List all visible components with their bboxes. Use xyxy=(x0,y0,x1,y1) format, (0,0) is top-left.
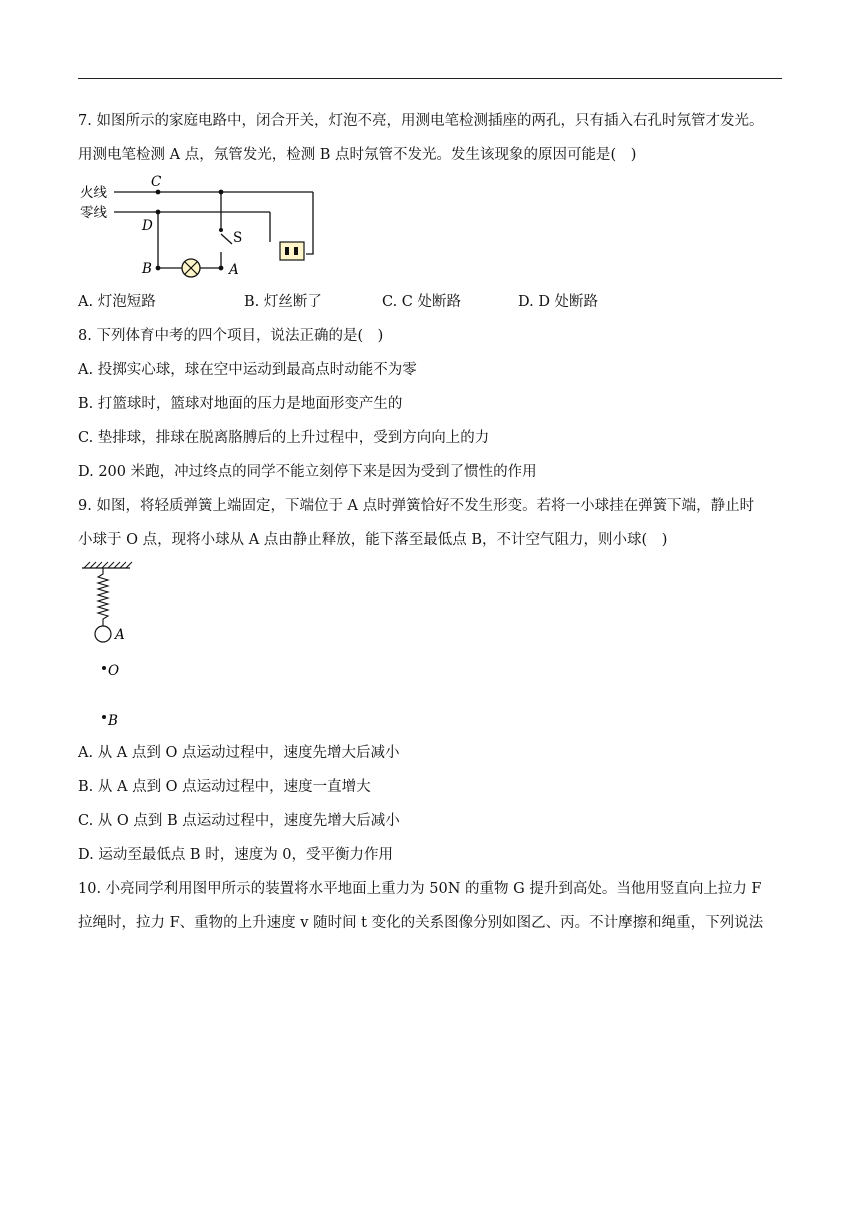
neutral-wire-label: 零线 xyxy=(80,205,107,221)
q7-stem-line2: 用测电笔检测 A 点，氖管发光，检测 B 点时氖管不发光。发生该现象的原因可能是( ) xyxy=(78,147,637,163)
ball-icon xyxy=(95,626,111,642)
q7-option-c[interactable]: C. C 处断路 xyxy=(382,294,461,310)
point-a-label: A xyxy=(115,627,125,643)
q9-spring-diagram xyxy=(78,560,158,730)
q9-option-c[interactable]: C. 从 O 点到 B 点运动过程中，速度先增大后减小 xyxy=(78,813,400,829)
spring-icon xyxy=(98,568,108,626)
point-a-label: A xyxy=(229,262,239,278)
point-o-label: O xyxy=(108,663,120,679)
q10-stem-line2: 拉绳时，拉力 F、重物的上升速度 v 随时间 t 变化的关系图像分别如图乙、丙。不计摩擦和绳重，下列说法 xyxy=(78,915,764,931)
q8-option-a[interactable]: A. 投掷实心球，球在空中运动到最高点时动能不为零 xyxy=(78,362,417,378)
q9-stem-line1: 9. 如图，将轻质弹簧上端固定，下端位于 A 点时弹簧恰好不发生形变。若将一小球挂在弹簧下端，静止时 xyxy=(78,498,755,514)
point-c-label: C xyxy=(151,174,162,190)
live-wire-label: 火线 xyxy=(80,185,107,201)
q9-option-b[interactable]: B. 从 A 点到 O 点运动过程中，速度一直增大 xyxy=(78,779,371,795)
q8-option-b[interactable]: B. 打篮球时，篮球对地面的压力是地面形变产生的 xyxy=(78,396,403,412)
switch-s-label: S xyxy=(233,230,243,246)
point-b-label: B xyxy=(108,713,118,729)
point-b-label: B xyxy=(142,261,152,277)
q7-option-a[interactable]: A. 灯泡短路 xyxy=(78,294,156,310)
point-d-label: D xyxy=(142,218,153,234)
q9-option-d[interactable]: D. 运动至最低点 B 时，速度为 0，受平衡力作用 xyxy=(78,847,394,863)
q9-option-a[interactable]: A. 从 A 点到 O 点运动过程中，速度先增大后减小 xyxy=(78,745,400,761)
q7-stem-line1: 7. 如图所示的家庭电路中，闭合开关，灯泡不亮，用测电笔检测插座的两孔，只有插入右孔时氖管才发光。 xyxy=(78,113,764,129)
q9-stem-line2: 小球于 O 点，现将小球从 A 点由静止释放，能下落至最低点 B，不计空气阻力，则小球( ) xyxy=(78,532,668,548)
q7-option-b[interactable]: B. 灯丝断了 xyxy=(244,294,322,310)
q8-option-c[interactable]: C. 垫排球，排球在脱离胳膊后的上升过程中，受到方向向上的力 xyxy=(78,430,490,446)
socket-icon xyxy=(280,242,304,260)
q7-circuit-diagram xyxy=(78,172,328,282)
lamp-icon xyxy=(182,259,200,277)
q8-option-d[interactable]: D. 200 米跑，冲过终点的同学不能立刻停下来是因为受到了惯性的作用 xyxy=(78,464,537,480)
q7-option-d[interactable]: D. D 处断路 xyxy=(518,294,599,310)
q8-stem: 8. 下列体育中考的四个项目，说法正确的是( ) xyxy=(78,328,384,344)
q10-stem-line1: 10. 小亮同学利用图甲所示的装置将水平地面上重力为 50N 的重物 G 提升到高处。当他用竖直向上拉力 F xyxy=(78,881,762,897)
switch-s-icon xyxy=(221,234,232,244)
header-rule xyxy=(78,78,782,79)
